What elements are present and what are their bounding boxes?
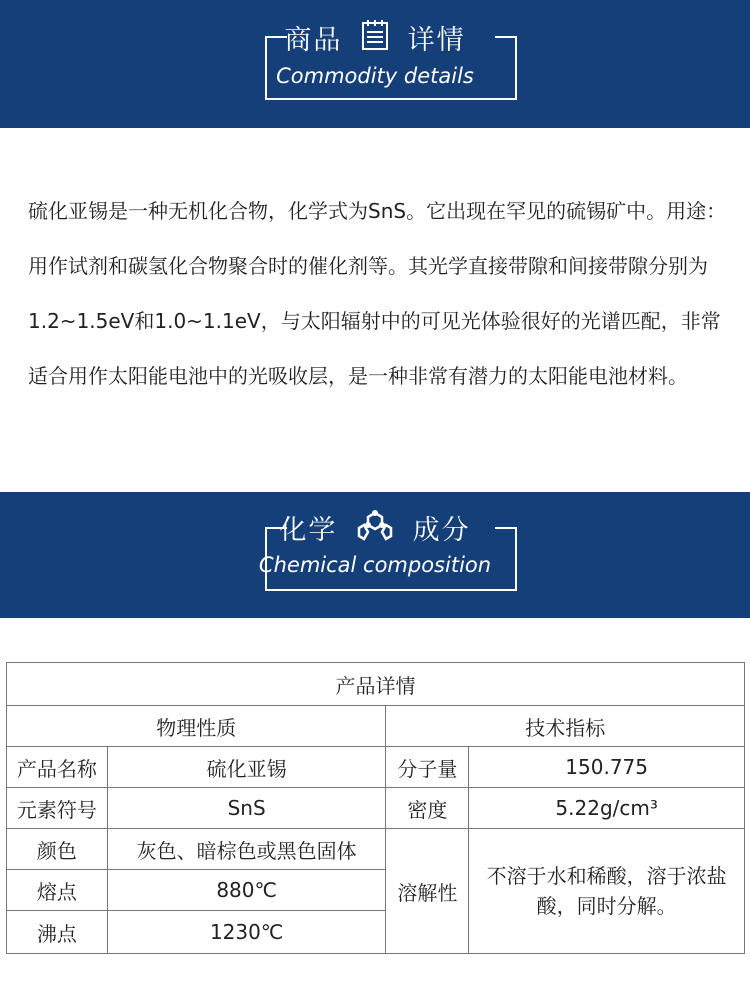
tech-label: 分子量	[386, 747, 469, 788]
header-title-left: 商品	[284, 25, 343, 56]
solubility-label: 溶解性	[386, 829, 469, 954]
molecule-icon	[356, 508, 394, 549]
section-title-right: 成分	[412, 515, 471, 546]
header-title	[0, 18, 750, 61]
row-label: 沸点	[7, 911, 108, 954]
tech-value: 5.22g/cm³	[469, 788, 745, 829]
row-value: 灰色、暗棕色或黑色固体	[107, 829, 386, 870]
product-spec-table	[6, 662, 745, 954]
row-value: 1230℃	[107, 911, 386, 954]
tech-value: 150.775	[469, 747, 745, 788]
row-label: 产品名称	[7, 747, 108, 788]
table-row	[7, 829, 745, 870]
header-banner	[0, 0, 750, 128]
row-value: SnS	[107, 788, 386, 829]
row-label: 元素符号	[7, 788, 108, 829]
row-value: 硫化亚锡	[107, 747, 386, 788]
table-row	[7, 788, 745, 829]
table-title: 产品详情	[7, 663, 745, 706]
notepad-icon	[361, 19, 389, 58]
section-subtitle: Chemical composition	[258, 553, 492, 577]
row-label: 颜色	[7, 829, 108, 870]
physical-properties-header: 物理性质	[7, 706, 386, 747]
header-subtitle: Commodity details	[276, 64, 474, 88]
solubility-value: 不溶于水和稀酸，溶于浓盐酸，同时分解。	[469, 829, 745, 954]
header-title-right: 详情	[407, 25, 466, 56]
tech-label: 密度	[386, 788, 469, 829]
table-row	[7, 747, 745, 788]
section-title	[0, 508, 750, 552]
product-description: 硫化亚锡是一种无机化合物，化学式为SnS。它出现在罕见的硫锡矿中。用途：用作试剂和碳氢化合物聚合时的催化剂等。其光学直接带隙和间接带隙分别为1.2~1.5eV和1.0~1.1eV，与太阳辐射中的可见光体验很好的光谱匹配，非常适合用作太阳能电池中的光吸收层，是一种非常有潜力的太阳能电池材料。	[28, 199, 727, 388]
row-value: 880℃	[107, 870, 386, 911]
row-label: 熔点	[7, 870, 108, 911]
technical-specs-header: 技术指标	[386, 706, 745, 747]
section-title-left: 化学	[279, 515, 338, 546]
